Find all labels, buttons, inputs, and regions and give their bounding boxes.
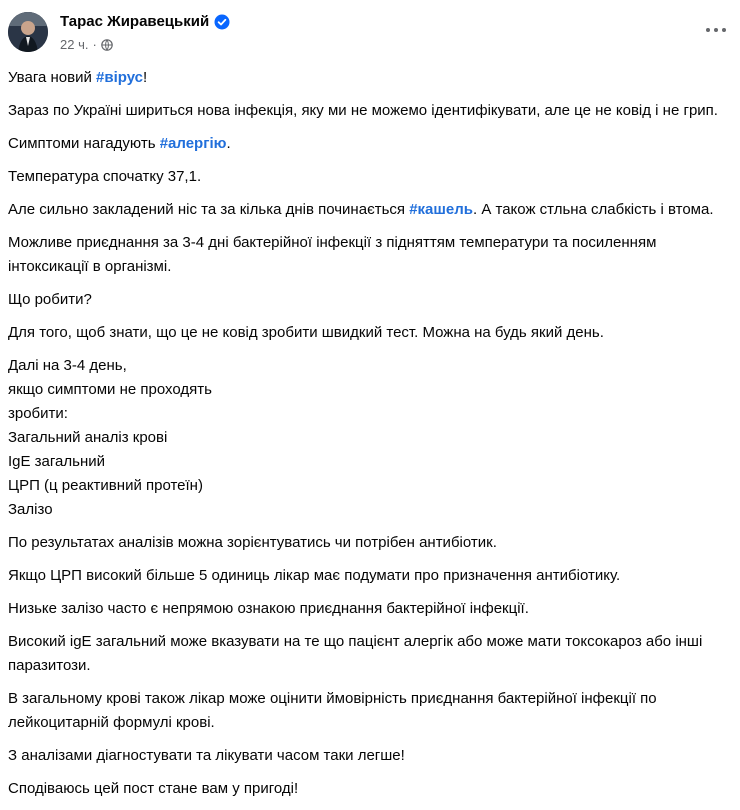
list-line: IgE загальний — [8, 453, 105, 470]
hashtag-cough[interactable]: #кашель — [409, 201, 473, 218]
more-options-icon[interactable] — [700, 18, 732, 42]
list-line: зробити: — [8, 405, 68, 422]
list-line: якщо симптоми не проходять — [8, 381, 212, 398]
paragraph-14: В загальному крові також лікар може оцінити ймовірність приєднання бактерійної інфекції по лейкоцитарній формулі крові. — [8, 690, 657, 731]
verified-badge-icon — [214, 14, 230, 30]
paragraph-6: Можливе приєднання за 3-4 дні бактерійної інфекції з підняттям температури та посиленням інтоксикації в організмі. — [8, 234, 657, 275]
paragraph-11: Якщо ЦРП високий більше 5 одиниць лікар має подумати про призначення антибіотику. — [8, 567, 621, 584]
author-name[interactable] — [60, 13, 230, 30]
hashtag-allergy[interactable]: #алергію — [159, 135, 227, 152]
paragraph-15: З аналізами діагностувати та лікувати часом таки легше! — [8, 747, 405, 764]
paragraph-3: Симптоми нагадують #алергію. — [8, 135, 231, 152]
post-body — [8, 66, 722, 810]
paragraph-16: Сподіваюсь цей пост стане вам у пригоді! — [8, 780, 299, 797]
meta-separator: · — [92, 37, 97, 52]
paragraph-12: Низьке залізо часто є непрямою ознакою приєднання бактерійної інфекції. — [8, 600, 529, 617]
paragraph-8: Для того, щоб знати, що це не ковід зробити швидкий тест. Можна на будь який день. — [8, 324, 604, 341]
paragraph-13: Високий igE загальний може вказувати на те що пацієнт алергік або може мати токсокароз або інші паразитози. — [8, 633, 703, 674]
paragraph-1: Увага новий #вірус! — [8, 69, 148, 86]
list-line: Далі на 3-4 день, — [8, 357, 127, 374]
hashtag-virus[interactable]: #вірус — [96, 69, 144, 86]
paragraph-5: Але сильно закладений ніс та за кілька днів починається #кашель. А також стльна слабкість і втома. — [8, 201, 714, 218]
paragraph-2: Зараз по Україні шириться нова інфекція, яку ми не можемо ідентифікувати, але це не ковід і не грип. — [8, 102, 718, 119]
globe-icon[interactable] — [101, 39, 113, 51]
paragraph-10: По результатах аналізів можна зорієнтуватись чи потрібен антибіотик. — [8, 534, 497, 551]
post-header — [0, 0, 740, 62]
author-avatar[interactable] — [8, 12, 48, 52]
avatar-photo — [8, 12, 48, 52]
paragraph-9-list — [8, 354, 722, 522]
author-name-text[interactable]: Тарас Жиравецький — [60, 13, 210, 30]
post-meta — [60, 37, 113, 52]
list-line: Загальний аналіз крові — [8, 429, 168, 446]
paragraph-4: Температура спочатку 37,1. — [8, 168, 202, 185]
post-timestamp[interactable]: 22 ч. — [60, 37, 89, 52]
list-line: Залізо — [8, 501, 53, 518]
list-line: ЦРП (ц реактивний протеїн) — [8, 477, 203, 494]
paragraph-7: Що робити? — [8, 291, 92, 308]
